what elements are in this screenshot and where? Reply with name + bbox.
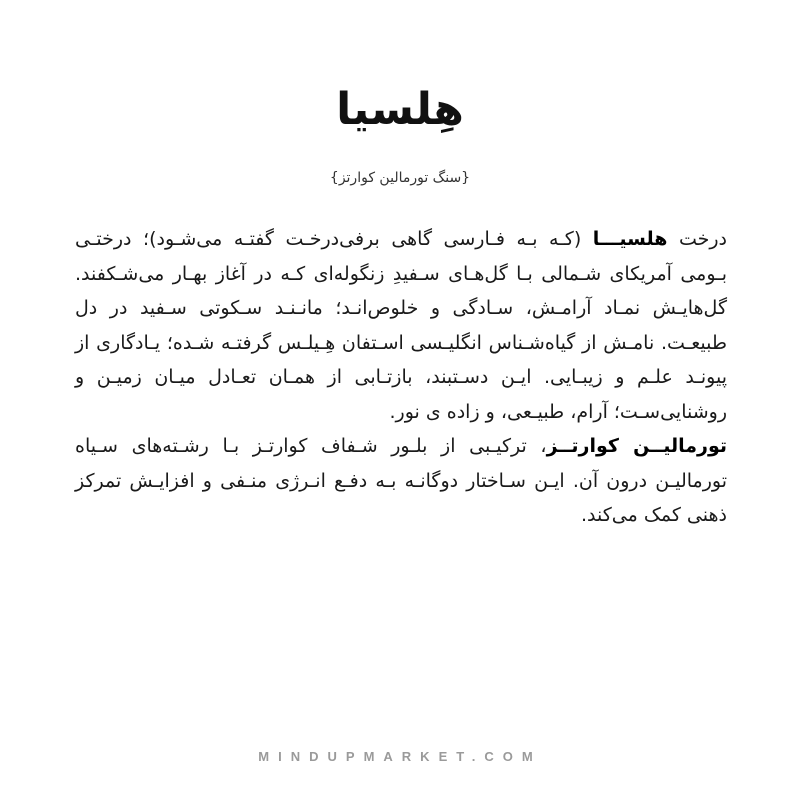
paragraph-helesia-pre: درخت bbox=[667, 228, 728, 250]
description-body bbox=[75, 222, 727, 533]
page-subtitle: {سنگ تورمالین کوارتز} bbox=[329, 170, 471, 186]
paragraph-helesia bbox=[75, 222, 727, 429]
paragraph-tourmaline-text: ، ترکیـبی از بلـور شـفاف کوارتـز بـا رشـته‌های سـیاه تورمالیـن درون آن. ایـن سـاختار دوگانـه بـه دفـع انـرژی منـفی و افزایـش تمرکز ذهنی کمک می‌کند. bbox=[75, 435, 727, 526]
paragraph-helesia-bold: هلسیـــا bbox=[592, 228, 668, 250]
paragraph-helesia-text: (کـه بـه فـارسی گاهی برفی‌درخـت گفتـه می‌شـود)؛ درختـی بـومی آمریکای شـمالی بـا گل‌هـای سـفیدِ زنگوله‌ای کـه در آغاز بهـار می‌شـکفند. گل‌هایـش نمـاد آرامـش، سـادگی و خلوص‌انـد؛ مانـنـد سـکوتی سـفید در دل طبیعـت. نامـش از گیاه‌شـناس انگلیـسی اسـتفان هِـیلـس گرفتـه شـده؛ یـادگاری از پیونـد علـم و زیبـایی. ایـن دسـتبند، بازتـابی از همـان تعـادل میـان زمیـن و روشنایی‌سـت؛ آرام، طبیـعی، و زاده ی نور. bbox=[75, 228, 727, 423]
paragraph-tourmaline bbox=[75, 429, 727, 533]
footer-website: MINDUPMARKET.COM bbox=[258, 749, 542, 764]
paragraph-tourmaline-bold: تورمالیــن کوارتــز bbox=[546, 435, 727, 457]
page-title: هِلسیا bbox=[336, 84, 464, 135]
